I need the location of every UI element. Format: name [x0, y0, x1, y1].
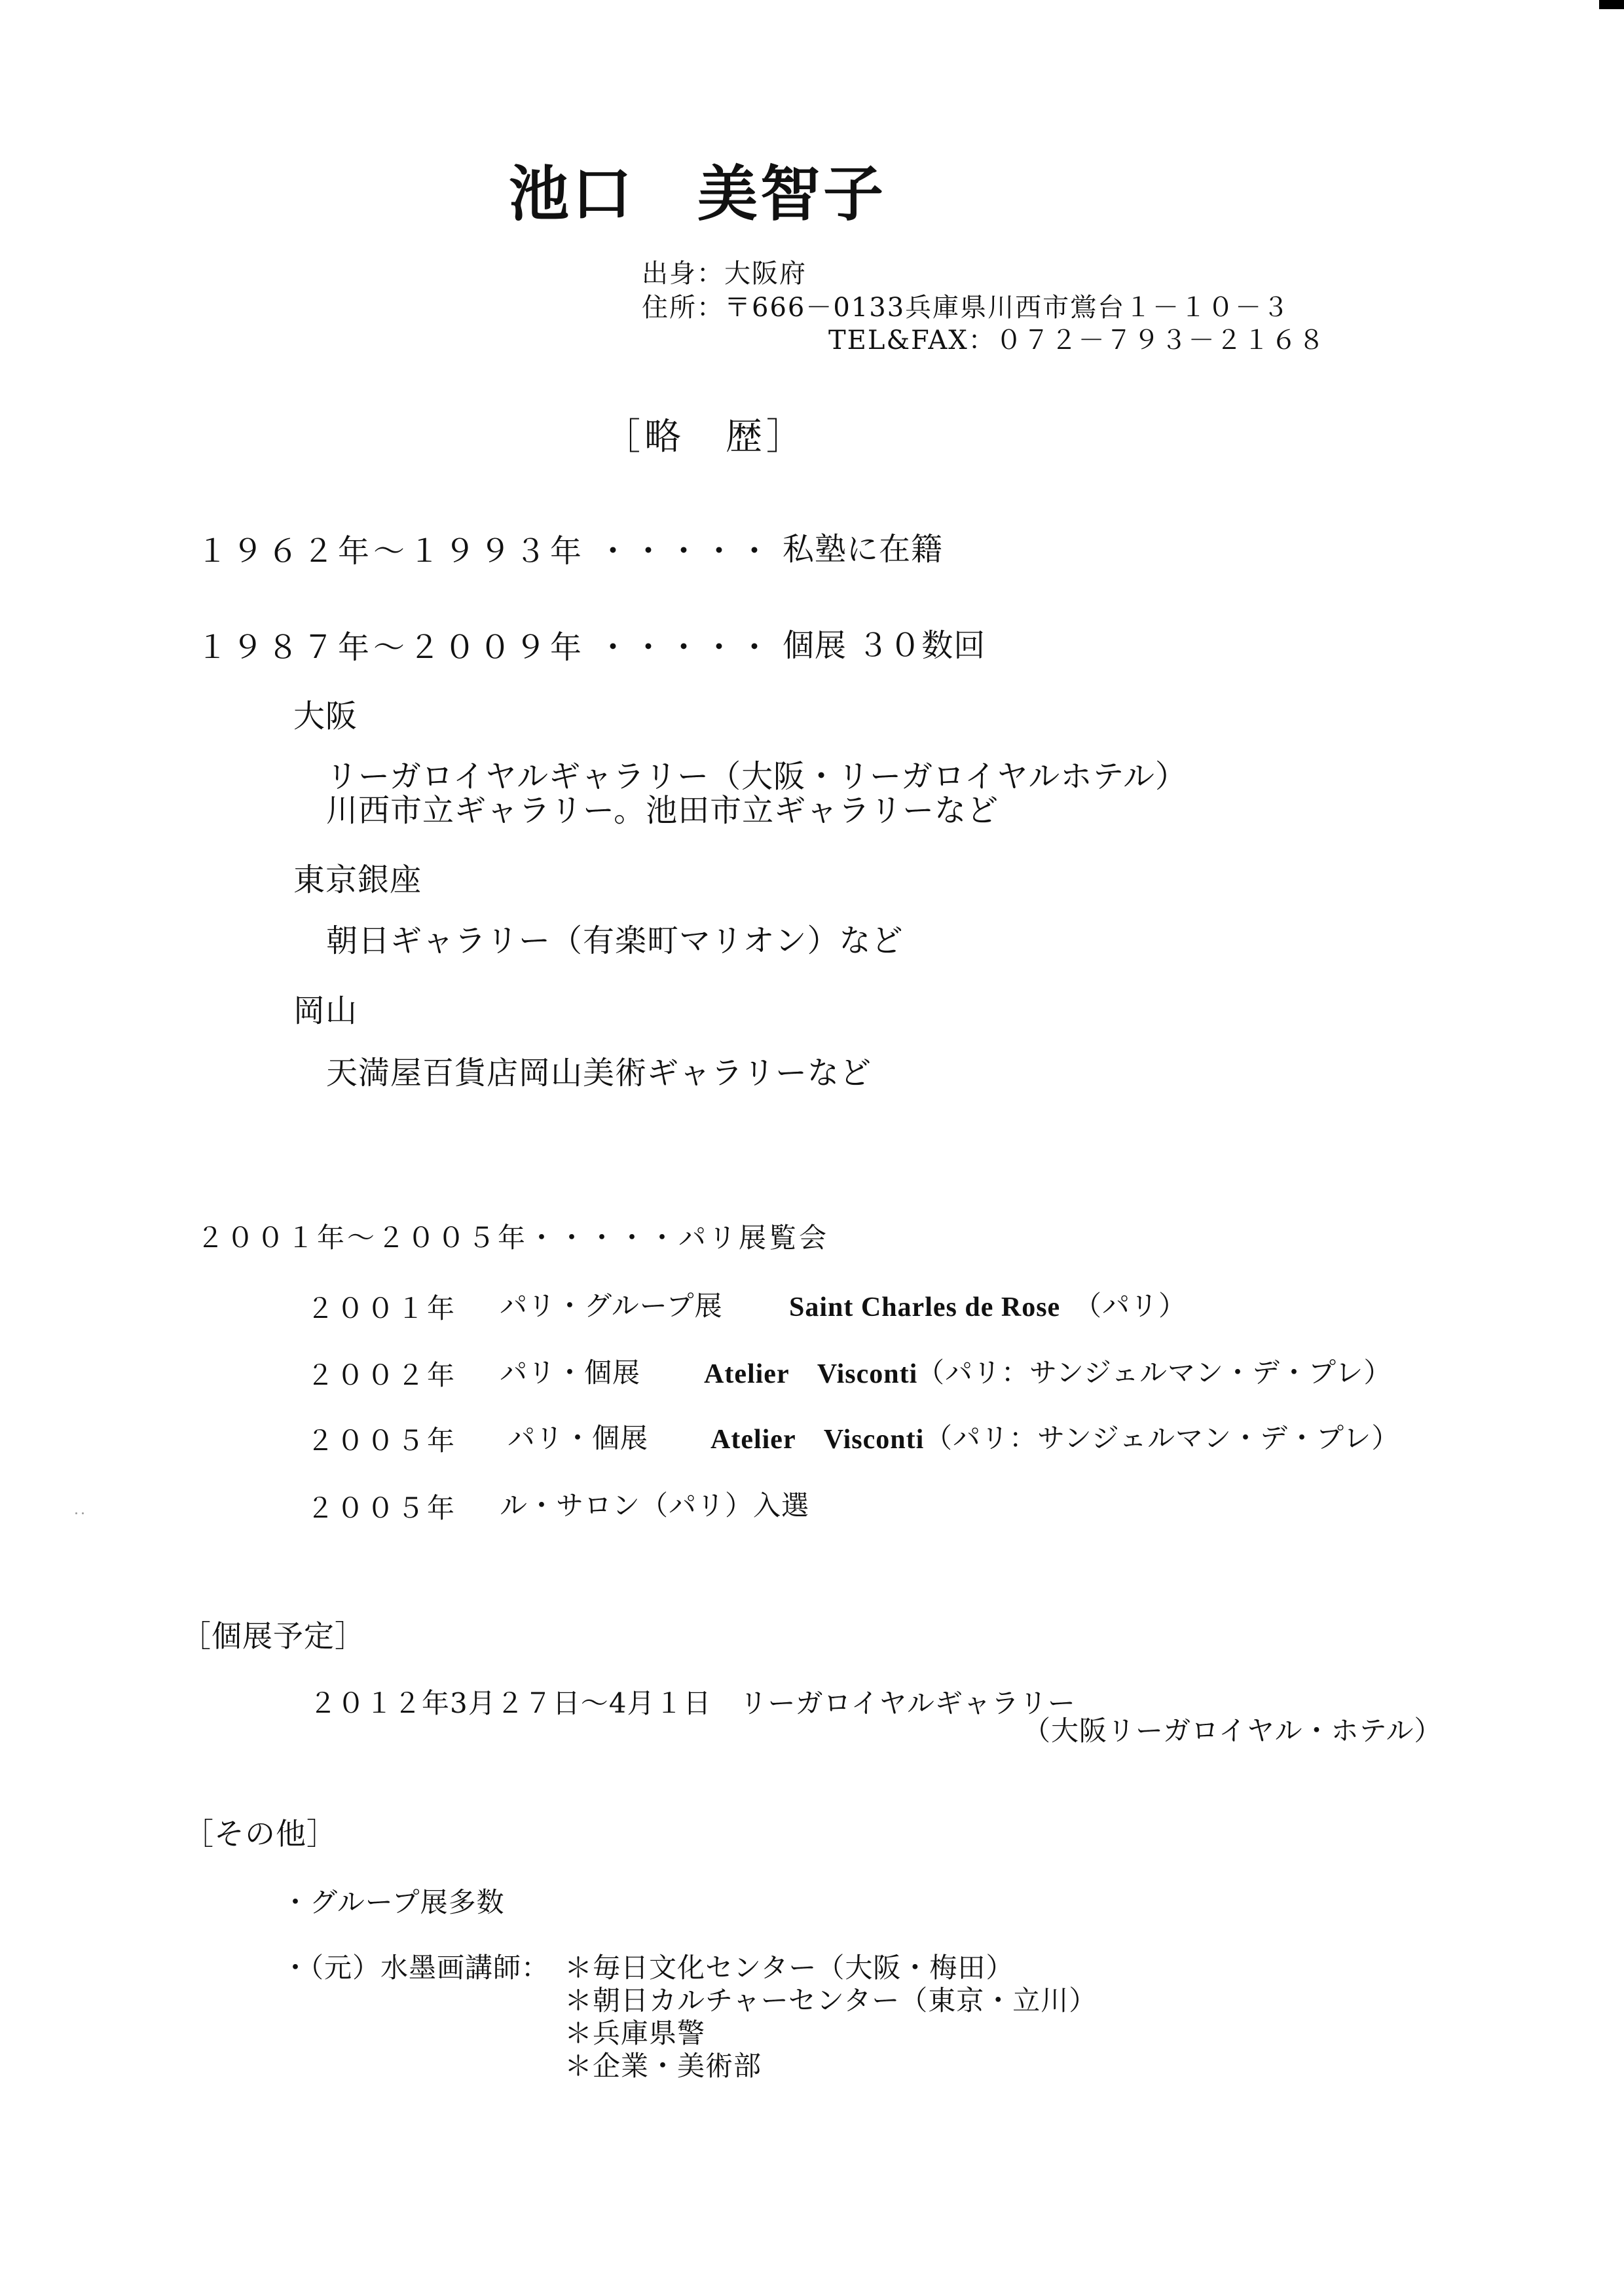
- period-1-years: １９６２年～１９９３年: [196, 533, 586, 570]
- region-tokyo-ginza: 東京銀座: [293, 862, 422, 898]
- scan-speck: [75, 1512, 77, 1514]
- history-heading: ［略 歴］: [604, 416, 807, 458]
- group-shows-line: ・グループ展多数: [282, 1886, 505, 1918]
- paris-entry-venue: Atelier Visconti: [710, 1425, 925, 1455]
- planned-heading: ［個展予定］: [181, 1618, 365, 1654]
- birthplace: 出身：大阪府: [642, 259, 807, 289]
- region-okayama: 岡山: [293, 993, 358, 1029]
- paris-entry-place: （パリ）: [1074, 1290, 1187, 1322]
- paris-entry-year: ２００１年: [306, 1292, 458, 1324]
- tokyo-venue-line: 朝日ギャラリー（有楽町マリオン）など: [326, 922, 904, 959]
- other-heading: ［その他］: [183, 1816, 337, 1851]
- paris-entry-kind: パリ・個展: [507, 1422, 649, 1454]
- paris-entry-kind: パリ・個展: [500, 1357, 641, 1389]
- period-1-dots: ・・・・・: [597, 533, 775, 570]
- period-1-text: 私塾に在籍: [783, 531, 944, 568]
- teacher-item: ＊毎日文化センター（大阪・梅田）: [564, 1952, 1014, 1984]
- paris-entry-year: ２００５年: [306, 1492, 458, 1524]
- okayama-venue-line: 天満屋百貨店岡山美術ギャラリーなど: [326, 1055, 872, 1091]
- scan-corner-mark: [1599, 0, 1624, 9]
- phone-fax: TEL&FAX：０７２－７９３－２１６８: [828, 325, 1326, 355]
- teacher-label: ・（元）水墨画講師：: [282, 1952, 550, 1984]
- period-2-dots: ・・・・・: [597, 629, 775, 666]
- paris-exhibitions-header: ２００１年～２００５年・・・・・パリ展覧会: [196, 1222, 830, 1254]
- teacher-item: ＊兵庫県警: [564, 2017, 706, 2049]
- paris-entry-year: ２００５年: [306, 1425, 458, 1457]
- person-name: 池口 美智子: [509, 158, 887, 229]
- paris-entry-venue: Saint Charles de Rose: [789, 1292, 1061, 1322]
- osaka-venue-line: 川西市立ギャラリー。池田市立ギャラリーなど: [326, 792, 999, 829]
- paris-entry-venue: Atelier Visconti: [704, 1359, 918, 1389]
- teacher-item: ＊朝日カルチャーセンター（東京・立川）: [564, 1984, 1098, 2016]
- period-2-years: １９８７年～２００９年: [196, 629, 586, 666]
- teacher-item: ＊企業・美術部: [564, 2050, 762, 2082]
- paris-entry-year: ２００２年: [306, 1359, 458, 1391]
- region-osaka: 大阪: [293, 698, 358, 735]
- address: 住所：〒666－0133兵庫県川西市鴬台１－１０－３: [642, 293, 1291, 323]
- paris-entry-kind: パリ・グループ展: [500, 1290, 723, 1322]
- paris-entry-kind: ル・サロン（パリ）入選: [500, 1489, 810, 1522]
- planned-venue-line: （大阪リーガロイヤル・ホテル）: [1023, 1715, 1443, 1747]
- period-2-text: 個展 ３０数回: [783, 627, 986, 664]
- osaka-venue-line: リーガロイヤルギャラリー（大阪・リーガロイヤルホテル）: [326, 758, 1187, 795]
- paris-entry-place: （パリ：サンジェルマン・デ・プレ）: [917, 1357, 1392, 1389]
- planned-date-line: ２０１２年3月２７日～4月１日 リーガロイヤルギャラリー: [309, 1687, 1076, 1719]
- scan-speck: [82, 1512, 84, 1514]
- paris-entry-place: （パリ：サンジェルマン・デ・プレ）: [925, 1422, 1400, 1454]
